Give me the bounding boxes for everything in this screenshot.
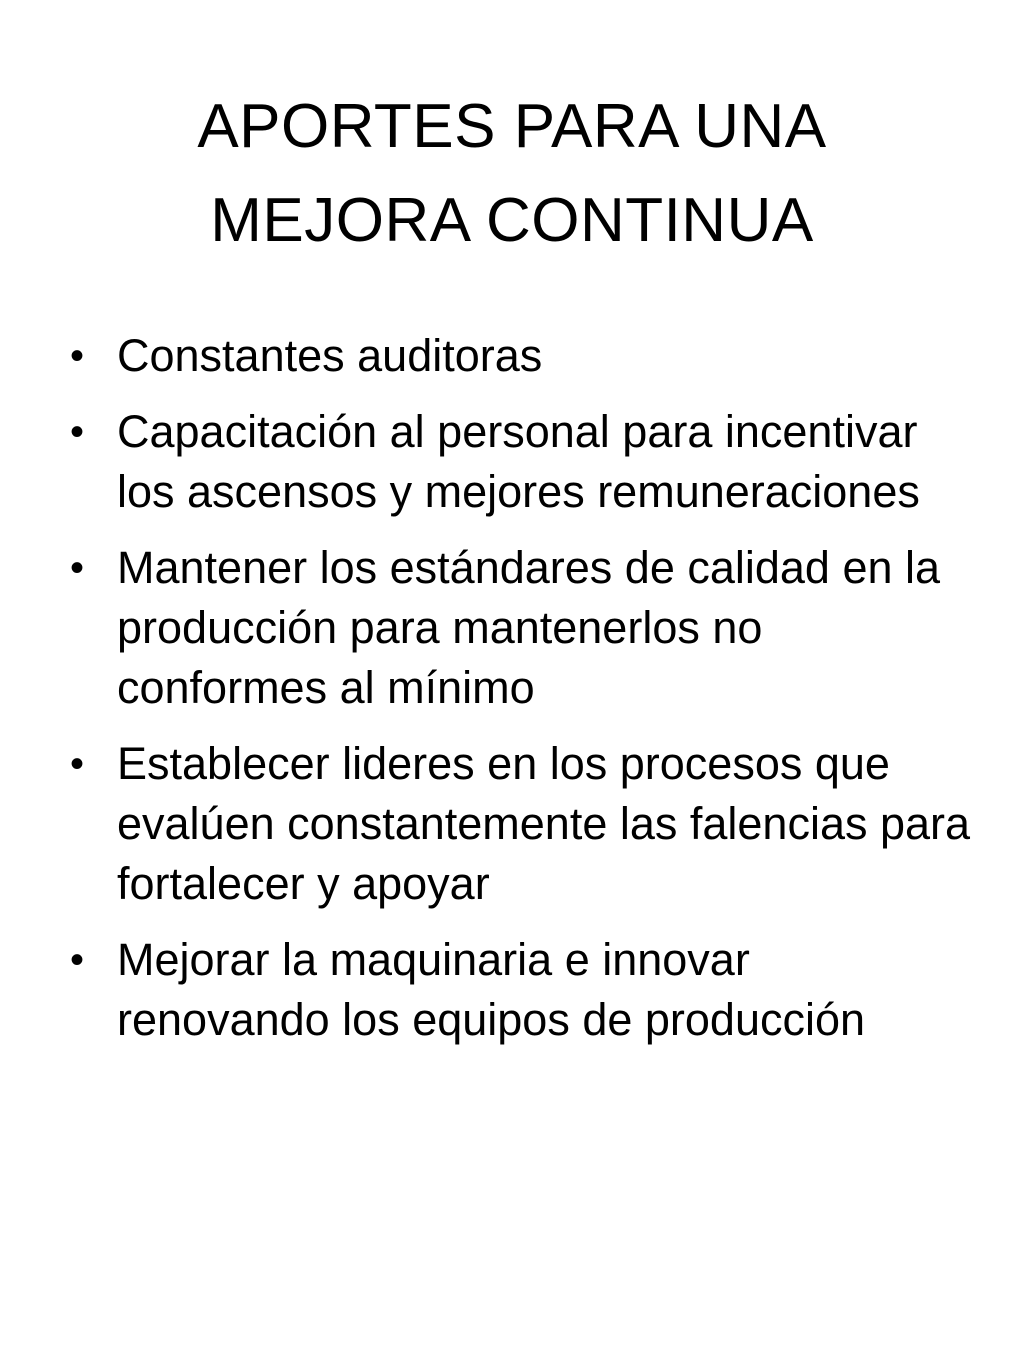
bullet-icon: • xyxy=(69,334,84,378)
bullet-icon: • xyxy=(69,410,84,454)
bullet-icon: • xyxy=(69,742,84,786)
bullet-text: Establecer lideres en los procesos que evalúen constantemente las falencias para fortalecer y apoyar xyxy=(117,738,971,909)
bullet-item xyxy=(62,930,972,1050)
bullet-icon: • xyxy=(69,546,84,590)
bullet-item xyxy=(62,326,972,386)
bullet-icon: • xyxy=(69,938,84,982)
bullet-item xyxy=(62,538,972,718)
bullet-text: Capacitación al personal para incentivar los ascensos y mejores remuneraciones xyxy=(117,406,920,517)
bullet-item xyxy=(62,402,972,522)
bullet-text: Mantener los estándares de calidad en la producción para mantenerlos no conformes al mínimo xyxy=(117,542,941,713)
bullet-item xyxy=(62,734,972,914)
bullet-list xyxy=(62,326,972,1066)
bullet-text: Constantes auditoras xyxy=(117,330,543,381)
slide-title xyxy=(0,80,1024,268)
slide-title-line-1: APORTES PARA UNA xyxy=(197,92,827,161)
slide-title-line-2: MEJORA CONTINUA xyxy=(210,186,814,255)
bullet-text: Mejorar la maquinaria e innovar renovando los equipos de producción xyxy=(117,934,866,1045)
